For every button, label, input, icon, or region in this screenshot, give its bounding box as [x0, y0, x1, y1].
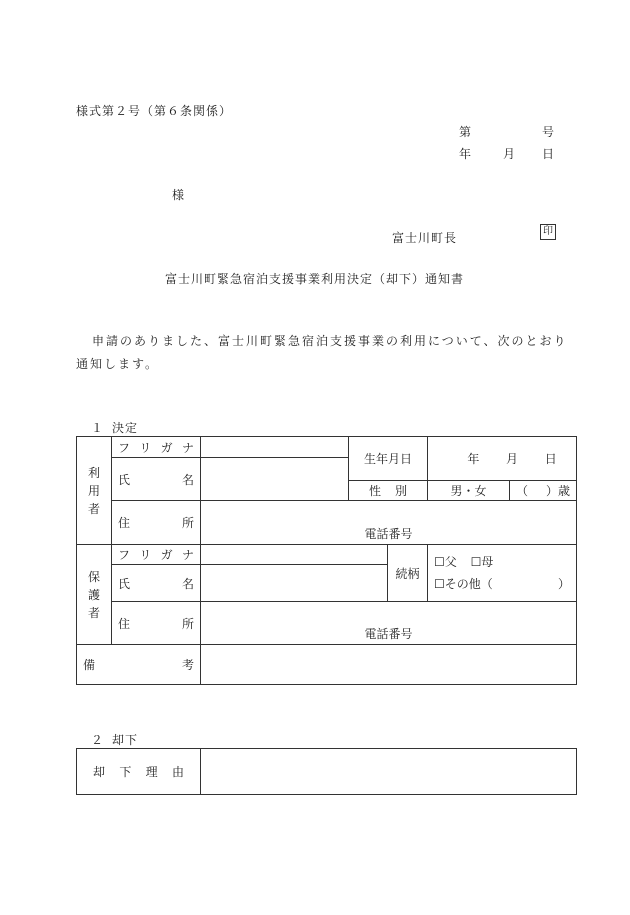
age-field[interactable]: （ ）歳 [510, 481, 577, 501]
section2-number: ２ [91, 733, 105, 747]
user-furigana-field[interactable] [201, 437, 349, 458]
section1-number: １ [91, 421, 105, 435]
issuer-title: 富士川町長 [392, 231, 458, 245]
birth-day-label: 日 [544, 452, 557, 466]
date-year-label: 年 [459, 147, 473, 161]
rejection-table [76, 748, 577, 795]
doc-number-prefix: 第 [459, 125, 473, 139]
birth-year-label: 年 [467, 452, 480, 466]
guardian-address-field[interactable] [201, 602, 577, 645]
form-number: 様式第２号（第６条関係） [76, 104, 233, 118]
doc-number-suffix: 号 [542, 125, 556, 139]
guardian-group-label: 保 護 者 [77, 545, 112, 645]
seal-mark: 印 [540, 224, 556, 240]
birthdate-field[interactable] [428, 437, 577, 481]
guardian-furigana-label: フ リ ガ ナ [112, 545, 201, 565]
user-name-field[interactable] [201, 458, 349, 501]
date-day-label: 日 [542, 147, 556, 161]
guardian-address-label: 住 所 [112, 602, 201, 645]
guardian-name-field[interactable] [201, 565, 388, 602]
relation-father[interactable]: ☐父 [434, 555, 457, 569]
relation-mother[interactable]: ☐母 [470, 555, 494, 569]
birthdate-label: 生年月日 [349, 437, 428, 481]
remarks-field[interactable] [201, 645, 577, 685]
relation-other-close: ） [558, 577, 571, 591]
user-address-field[interactable] [201, 501, 577, 545]
guardian-furigana-field[interactable] [201, 545, 388, 565]
user-furigana-label: フ リ ガ ナ [112, 437, 201, 458]
user-address-label: 住 所 [112, 501, 201, 545]
section1-heading: 決定 [112, 421, 139, 435]
decision-table [76, 436, 577, 685]
relation-label: 続柄 [388, 545, 428, 602]
body-text-line2: 通知します。 [76, 357, 160, 371]
guardian-phone-label: 電話番号 [364, 627, 413, 641]
section2-heading: 却下 [112, 733, 139, 747]
relation-options[interactable] [428, 545, 577, 602]
birth-month-label: 月 [506, 452, 519, 466]
guardian-name-label: 氏 名 [112, 565, 201, 602]
gender-label: 性 別 [349, 481, 428, 501]
relation-other[interactable]: ☐その他（ [434, 577, 493, 591]
gender-options[interactable]: 男・女 [428, 481, 510, 501]
remarks-label: 備 考 [77, 645, 201, 685]
document-title: 富士川町緊急宿泊支援事業利用決定（却下）通知書 [165, 272, 465, 286]
rejection-reason-field[interactable] [201, 749, 577, 795]
rejection-reason-label: 却 下 理 由 [77, 749, 201, 795]
user-name-label: 氏 名 [112, 458, 201, 501]
user-group-label: 利 用 者 [77, 437, 112, 545]
addressee-suffix: 様 [172, 188, 186, 202]
date-month-label: 月 [503, 147, 517, 161]
body-text-line1: 申請のありました、富士川町緊急宿泊支援事業の利用について、次のとおり [92, 334, 568, 348]
user-phone-label: 電話番号 [364, 527, 413, 541]
